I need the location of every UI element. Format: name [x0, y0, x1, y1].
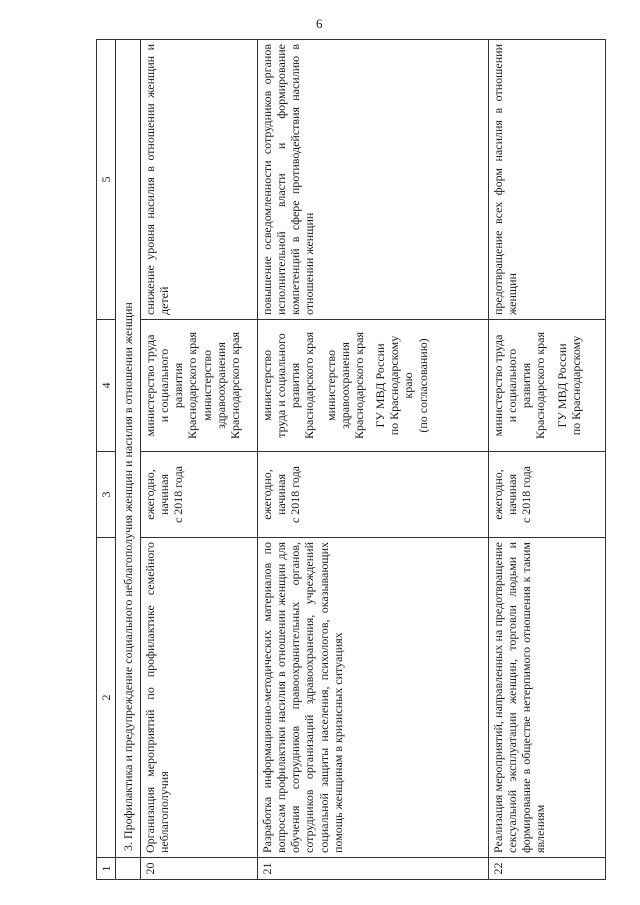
column-number: 3	[97, 452, 116, 538]
executors-cell	[258, 320, 489, 452]
executor-line: Краснодарского края	[302, 332, 317, 440]
rotated-table-container	[96, 40, 598, 880]
column-number: 5	[97, 40, 116, 320]
executor-line: Краснодарского края	[227, 332, 242, 440]
column-numbers-row	[97, 40, 116, 880]
period-cell	[489, 452, 606, 538]
result-cell: предотвращение всех форм насилия в отношении женщин	[489, 40, 606, 320]
executor-line: по Краснодарскому	[387, 335, 402, 436]
page-number: 6	[316, 16, 323, 31]
executor-line: развития	[171, 362, 186, 409]
executor-spacer	[548, 324, 555, 447]
row-number: 21	[258, 858, 489, 880]
executor-line: Краснодарского края	[185, 332, 200, 440]
measures-table	[96, 39, 606, 880]
activity-cell: Организация мероприятий по профилактике семейного неблагополучия	[141, 538, 258, 858]
row-number: 20	[141, 858, 258, 880]
executor-line: Краснодарского края	[351, 332, 366, 440]
executor-line: развития	[519, 362, 534, 409]
executor-line: Краснодарского края	[533, 332, 548, 440]
executor-line: здравоохранения	[337, 342, 352, 429]
executor-line: министерство	[323, 350, 338, 421]
table-row	[258, 40, 489, 880]
column-number: 2	[97, 538, 116, 858]
section-row	[116, 40, 141, 880]
result-cell: снижение уровня насилия в отношении женщин и детей	[141, 40, 258, 320]
executor-spacer	[366, 324, 373, 447]
section-title: 3. Профилактика и предупреждение социального неблагополучия женщин и насилия в отношении женщин	[116, 40, 141, 858]
table-row	[141, 40, 258, 880]
executor-line: министерство труда	[491, 334, 505, 437]
executor-line: и социального	[505, 348, 520, 423]
executors-cell	[489, 320, 606, 452]
executor-line: ГУ МВД России	[373, 343, 388, 428]
executor-line: труда и социального	[274, 333, 289, 438]
period-line: начиная	[157, 474, 172, 515]
row-number: 22	[489, 858, 606, 880]
executor-line: министерство	[260, 350, 274, 421]
executor-line: и социального	[157, 348, 172, 423]
period-line: ежегодно,	[491, 469, 505, 520]
period-line: начиная	[505, 474, 520, 515]
executors-cell	[141, 320, 258, 452]
activity-cell: Разработка информационно-методических материалов по вопросам профилактики насилия в отношении женщин для обучения сотрудников правоохранительных органов, сотрудников организаций здравоохранения, учреждений социальной защиты населения, психологов, оказывающих помощь женщинам в кризисных ситуациях	[258, 538, 489, 858]
period-line: ежегодно,	[143, 469, 157, 520]
period-line: ежегодно,	[260, 469, 274, 520]
executor-line: краю	[401, 372, 416, 399]
period-cell	[141, 452, 258, 538]
period-line: с 2018 года	[519, 465, 534, 524]
period-line: начиная	[274, 474, 289, 515]
period-line: с 2018 года	[171, 465, 186, 524]
executor-line: министерство труда	[143, 334, 157, 437]
section-spacer-cell	[116, 858, 141, 880]
executor-line: (по согласованию)	[415, 338, 430, 433]
table-row	[489, 40, 606, 880]
column-number: 4	[97, 320, 116, 452]
period-line: с 2018 года	[288, 465, 303, 524]
executor-line: развития	[288, 362, 303, 409]
executor-line: министерство здравоохранения	[199, 342, 228, 429]
executor-spacer	[317, 324, 324, 447]
column-number: 1	[97, 858, 116, 880]
executor-line: по Краснодарскому	[568, 335, 583, 436]
executor-line: ГУ МВД России	[554, 343, 569, 428]
result-cell: повышение осведомленности сотрудников органов исполнительной власти и формирование компетенций в сфере противодействия насилию в отношении женщин	[258, 40, 489, 320]
period-cell	[258, 452, 489, 538]
activity-cell: Реализация мероприятий, направленных на предотвращение сексуальной эксплуатации женщин, торговли людьми и формирование в обществе нетерпимого отношения к таким явлениям	[489, 538, 606, 858]
